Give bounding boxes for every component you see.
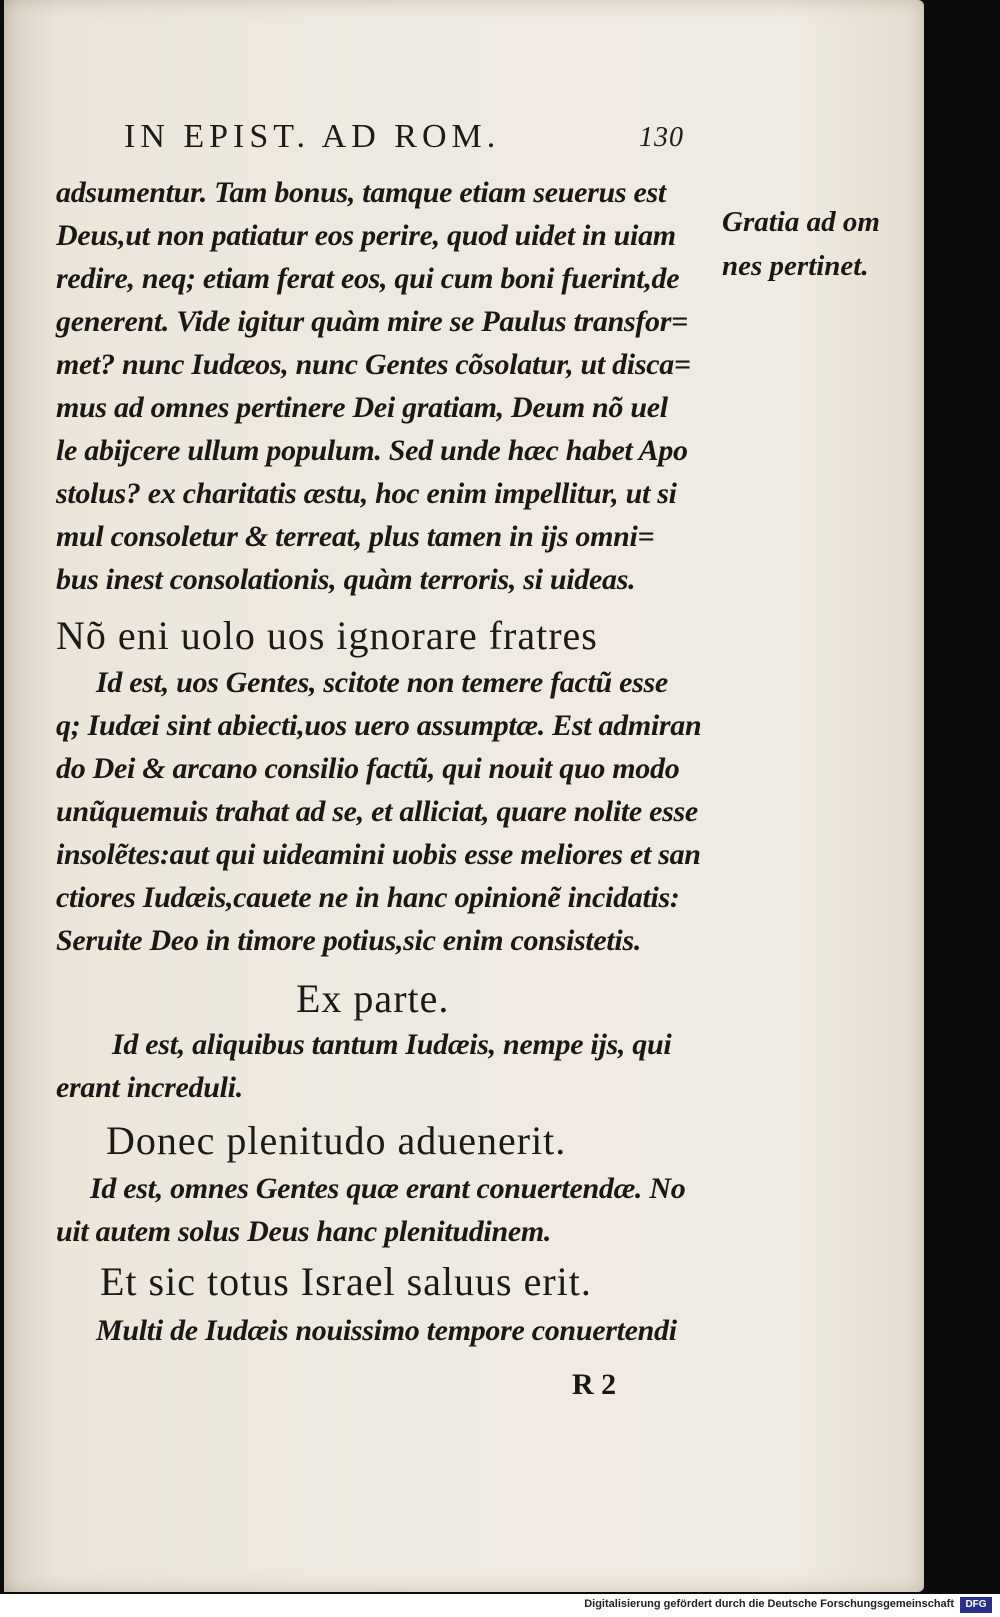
marginal-note-line: Gratia ad om: [722, 206, 880, 238]
text-line: Id est, aliquibus tantum Iudæis, nempe ijs, qui: [112, 1028, 672, 1061]
dfg-logo-icon: DFG: [960, 1597, 992, 1613]
text-line: erant increduli.: [56, 1071, 243, 1104]
text-line: Id est, omnes Gentes quæ erant conuertendæ. No: [90, 1172, 686, 1205]
text-line: mus ad omnes pertinere Dei gratiam, Deum nõ uel: [56, 391, 668, 424]
folio-number: 130: [639, 122, 684, 153]
text-line: mul consoletur & terreat, plus tamen in ijs omni=: [56, 520, 655, 553]
text-line: uit autem solus Deus hanc plenitudinem.: [56, 1215, 552, 1248]
book-page: [4, 0, 924, 1592]
text-line: q; Iudæi sint abiecti,uos uero assumptæ. Est admiran: [56, 709, 702, 742]
text-line: redire, neq; etiam ferat eos, qui cum boni fuerint,de: [56, 262, 680, 295]
text-line: Multi de Iudæis nouissimo tempore conuertendi: [96, 1314, 677, 1347]
text-line: Id est, uos Gentes, scitote non temere factũ esse: [96, 666, 668, 699]
text-line: insolẽtes:aut qui uideamini uobis esse meliores et san: [56, 838, 701, 871]
lemma-heading: Ex parte.: [296, 976, 450, 1021]
text-line: bus inest consolationis, quàm terroris, si uideas.: [56, 563, 636, 596]
lemma-heading: Donec plenitudo aduenerit.: [106, 1118, 567, 1163]
text-line: met? nunc Iudæos, nunc Gentes cõsolatur, ut disca=: [56, 348, 691, 381]
footer-bar: [0, 1594, 1000, 1617]
text-line: ctiores Iudæis,cauete ne in hanc opinionẽ incidatis:: [56, 881, 680, 914]
lemma-heading: Et sic totus Israel saluus erit.: [100, 1259, 592, 1304]
running-head: [124, 118, 684, 168]
text-line: stolus? ex charitatis æstu, hoc enim impellitur, ut si: [56, 477, 677, 510]
text-line: do Dei & arcano consilio factũ, qui nouit quo modo: [56, 752, 680, 785]
text-line: adsumentur. Tam bonus, tamque etiam seuerus est: [56, 176, 666, 209]
text-line: Deus,ut non patiatur eos perire, quod uidet in uiam: [56, 219, 676, 252]
funding-credit: Digitalisierung gefördert durch die Deutsche Forschungsgemeinschaft: [584, 1598, 954, 1610]
lemma-heading: Nõ eni uolo uos ignorare fratres: [56, 613, 598, 658]
marginal-note-line: nes pertinet.: [722, 250, 869, 282]
text-line: unũquemuis trahat ad se, et alliciat, quare nolite esse: [56, 795, 698, 828]
signature-mark: R 2: [572, 1368, 617, 1401]
marginal-note: [722, 200, 912, 288]
text-line: Seruite Deo in timore potius,sic enim consistetis.: [56, 924, 642, 957]
text-line: generent. Vide igitur quàm mire se Paulus transfor=: [56, 305, 688, 338]
running-head-title: IN EPIST. AD ROM.: [124, 118, 501, 155]
text-line: le abijcere ullum populum. Sed unde hæc habet Apo: [56, 434, 688, 467]
